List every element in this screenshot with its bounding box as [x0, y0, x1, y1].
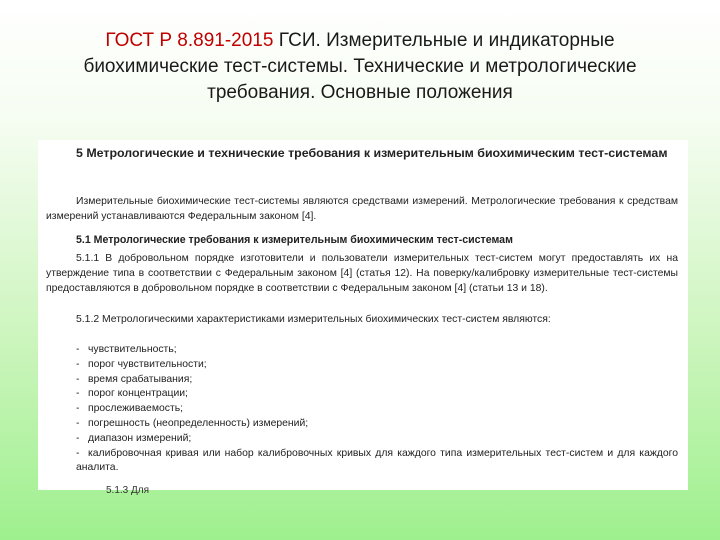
list-dash: - — [76, 388, 80, 400]
document-excerpt — [38, 140, 688, 496]
list-item — [76, 402, 678, 417]
subsection-heading: 5.1 Метрологические требования к измерительным биохимическим тест-системам — [76, 234, 513, 246]
list-item — [76, 358, 678, 373]
intro-paragraph: Измерительные биохимические тест-системы являются средствами измерений. Метрологические требования к средствам измерений устанавливаются Федеральным законом [4]. — [46, 196, 678, 222]
list-item — [76, 447, 678, 477]
section-heading: 5 Метрологические и технические требования к измерительным биохимическим тест-системам — [76, 146, 668, 160]
list-item-text: порог чувствительности; — [88, 358, 207, 370]
list-item-text: погрешность (неопределенность) измерений; — [88, 417, 309, 429]
list-item — [76, 417, 678, 432]
list-item — [76, 343, 678, 358]
list-dash: - — [76, 432, 80, 444]
list-item-text: калибровочная кривая или набор калибровочных кривых для каждого типа измерительных тест-систем и для каждого аналита. — [76, 447, 678, 474]
list-dash: - — [76, 373, 80, 385]
truncated-next-line: 5.1.3 Для — [106, 485, 150, 496]
characteristics-list — [76, 343, 678, 476]
list-item-text: чувствительность; — [88, 344, 177, 355]
standard-title: ГСИ. Измерительные и индикаторные биохимические тест-системы. Технические и метрологические требования. Основные положения — [83, 30, 637, 103]
list-item-text: диапазон измерений; — [88, 432, 192, 444]
list-item-text: время срабатывания; — [88, 373, 193, 385]
list-item-text: порог концентрации; — [88, 388, 188, 400]
list-item — [76, 373, 678, 388]
list-dash: - — [76, 447, 80, 459]
list-dash: - — [76, 358, 80, 370]
list-dash: - — [76, 417, 80, 429]
paragraph-5-1-2: 5.1.2 Метрологическими характеристиками измерительных биохимических тест-систем являются: — [76, 314, 551, 325]
list-dash: - — [76, 403, 80, 415]
list-item — [76, 432, 678, 447]
paragraph-5-1-1: 5.1.1 В добровольном порядке изготовители и пользователи измерительных тест-систем могут предоставлять их на утверждение типа в соответствии с Федеральным законом [4] (статья 12). На поверку/калибровку измерительные тест-системы предоставляются в добровольном порядке в соответствии с Федеральным законом [4] (статьи 13 и 18). — [46, 253, 678, 294]
list-item — [76, 387, 678, 402]
standard-number: ГОСТ Р 8.891-2015 — [105, 30, 274, 51]
slide-title — [40, 28, 680, 106]
list-dash: - — [76, 344, 80, 355]
list-item-text: прослеживаемость; — [88, 403, 183, 415]
